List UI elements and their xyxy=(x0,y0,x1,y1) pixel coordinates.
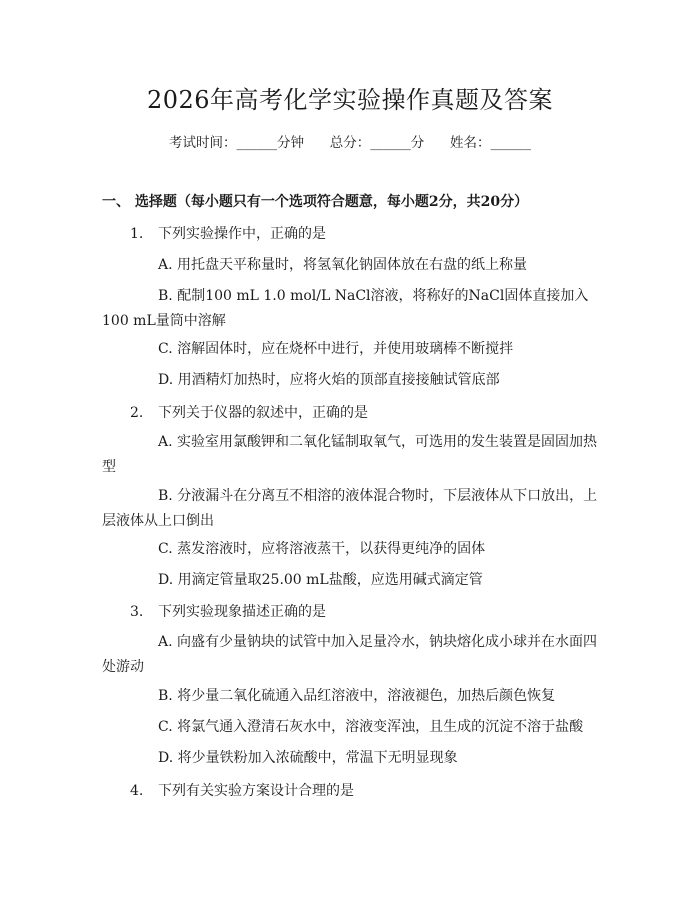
option-3d: D. 将少量铁粉加入浓硫酸中，常温下无明显现象 xyxy=(158,750,458,766)
question-number: 2. xyxy=(130,405,144,421)
question-stem: 下列实验操作中，正确的是 xyxy=(158,226,326,242)
option-3c: C. 将氯气通入澄清石灰水中，溶液变浑浊，且生成的沉淀不溶于盐酸 xyxy=(158,719,584,735)
option-3b: B. 将少量二氧化硫通入品红溶液中，溶液褪色，加热后颜色恢复 xyxy=(158,688,556,704)
option-1d: D. 用酒精灯加热时，应将火焰的顶部直接接触试管底部 xyxy=(158,372,500,388)
question-3 xyxy=(130,601,326,621)
option-3a: A. 向盛有少量钠块的试管中加入足量冷水，钠块熔化成小球并在水面四处游动 xyxy=(102,634,598,675)
question-stem: 下列有关实验方案设计合理的是 xyxy=(158,783,354,799)
option-2d: D. 用滴定管量取25.00 mL盐酸，应选用碱式滴定管 xyxy=(158,572,483,588)
exam-info-line: 考试时间：______分钟 总分：______分 姓名：______ xyxy=(169,135,531,151)
option-1c: C. 溶解固体时，应在烧杯中进行，并使用玻璃棒不断搅拌 xyxy=(158,341,514,357)
option-2c: C. 蒸发溶液时，应将溶液蒸干，以获得更纯净的固体 xyxy=(158,541,486,557)
section-heading: 一、 选择题（每小题只有一个选项符合题意，每小题2分，共20分） xyxy=(102,194,529,210)
question-stem: 下列关于仪器的叙述中，正确的是 xyxy=(158,405,368,421)
question-number: 4. xyxy=(130,783,144,799)
question-4 xyxy=(130,780,354,800)
question-number: 3. xyxy=(130,604,144,620)
question-stem: 下列实验现象描述正确的是 xyxy=(158,604,326,620)
question-number: 1. xyxy=(130,226,144,242)
option-1a: A. 用托盘天平称量时，将氢氧化钠固体放在右盘的纸上称量 xyxy=(158,257,528,273)
question-2 xyxy=(130,402,368,422)
option-1b: B. 配制100 mL 1.0 mol/L NaCl溶液，将称好的NaCl固体直接加入100 mL量筒中溶解 xyxy=(102,288,589,329)
option-2b: B. 分液漏斗在分离互不相溶的液体混合物时，下层液体从下口放出，上层液体从上口倒出 xyxy=(102,488,598,529)
question-1 xyxy=(130,223,326,243)
option-2a: A. 实验室用氯酸钾和二氧化锰制取氧气，可选用的发生装置是固固加热型 xyxy=(102,434,598,475)
page-title: 2026年高考化学实验操作真题及答案 xyxy=(146,86,554,114)
